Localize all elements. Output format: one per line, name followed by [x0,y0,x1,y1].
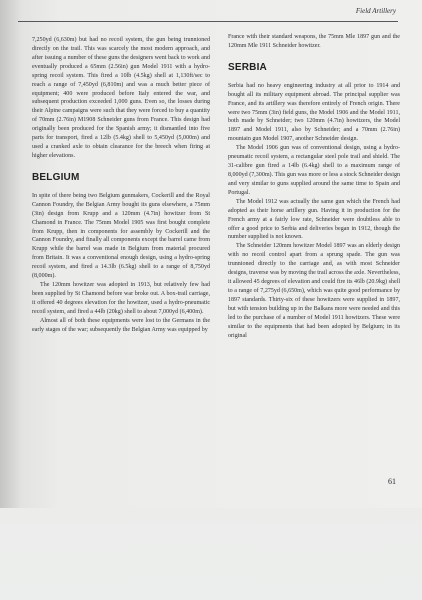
paragraph: In spite of there being two Belgium gunmakers, Cockerill and the Royal Cannon Foundry, the Belgian Army bought its guns elsewhere, a 75mm (3in) design from Krupp and a 120mm (4.7in) howitzer from St Chamond in France. The 75mm Model 1905 was first bought complete from Krupp, then in components for assembly by Cockerill and the Cannon Foundry, and finally all components except the barrel came from Krupp while the barrel was made in Belgium from material procured from Britain. It was a conventional enough design, using a hydro-spring recoil system, and fired a 14.3lb (6.5kg) shell to a range of 8,750yd (8,000m). [32,192,210,280]
paragraph: Serbia had no heavy engineering industry at all prior to 1914 and bought all its military equipment abroad. The principal supplier was France, and its artillery was therefore entirely of French origin. There were two 75mm (3in) field guns, the Model 1906 and the Model 1911, both made by Schneider; two 120mm (4.7in) howitzers, the Model 1897 and Model 1911, also by Schneider; and a 70mm (2.76in) mountain gun Model 1907, another Schneider design. [228,82,400,143]
running-head: Field Artillery [355,7,396,15]
paragraph: The 120mm howitzer was adopted in 1913, but relatively few had been supplied by St Chamond before war broke out. A box-trail carriage, it offered 40 degrees elevation for the howitzer, used a hydro-pneumatic recoil system, and fired a 44lb (20kg) shell to about 7,000yd (6,400m). [32,282,210,315]
section-heading-belgium: BELGIUM [32,171,80,183]
paragraph: 7,250yd (6,630m) but had no recoil system, the gun being trunnioned directly on the trail. This was scarcely the most modern approach, and after issuing a number of these guns the designers went back to work and eventually produced a 65mm (2.56in) gun Model 1911 with a hydro-spring recoil system. This fired a 10lb (4.5kg) shell at 1,130ft/sec to reach a range of 7,450yd (6,810m) and was a much better piece of equipment; 400 were produced before Italy entered the war, and subsequent production exceeded 1,000 guns. Even so, the losses during their Alpine campaigns were such that they were forced to buy a quantity of 70mm (2.76in) M1908 Schneider guns from France. This design had originally been produced for the Spanish army; it dismantled into five parts for transport, fired a 12lb (5.4kg) shell to 5,450yd (5,000m) and used a cranked axle to obtain clearance for the breech when firing at higher elevations. [32,37,210,159]
paragraph: The Schneider 120mm howitzer Model 1897 was an elderly design with no recoil control apart from a sprung spade. The gun was trunnioned directly to the carriage and, as with most Schneider designs, traverse was by moving the trail across the axle. Nevertheless, it allowed 45 degrees of elevation and could fire its 46lb (20.9kg) shell to a range of 7,275yd (6,650m), which was quite good performance by 1897 standards. Thirty-six of these howitzers were supplied in 1897, but with tension building up in the Balkans more were needed and this led to the purchase of a number of Model 1911 howitzers. These were similar to the equipments that had been adopted by Belgium; in its original [228,243,400,339]
paragraph: France with their standard weapons, the 75mm Mle 1897 gun and the 120mm Mle 1911 Schneider howitzer. [228,34,400,49]
left-column [32,36,210,335]
section-heading-serbia: SERBIA [228,61,267,73]
paragraph: Almost all of both these equipments were lost to the Germans in the early stages of the war; subsequently the Belgian Army was equipped by [32,317,210,333]
right-column [228,33,400,341]
page-header [18,9,398,22]
bottom-margin [0,508,422,600]
page-number: 61 [388,477,396,486]
paragraph: The Model 1912 was actually the same gun which the French had adopted as their horse artillery gun. Having it in production for the French army at a fairly low rate, Schneider were doubtless able to offer a good price to Serbia and deliveries began in 1912, though the number supplied is not known. [228,198,400,241]
paragraph: The Model 1906 gun was of conventional design, using a hydro-pneumatic recoil system, a rectangular steel pole trail and shield. The 31-calibre gun fired a 14lb (6.4kg) shell to a maximum range of 8,000yd (7,300m). This gun was more or less a stock Schneider design and very similar to guns supplied around the same time to Spain and Portugal. [228,145,400,196]
